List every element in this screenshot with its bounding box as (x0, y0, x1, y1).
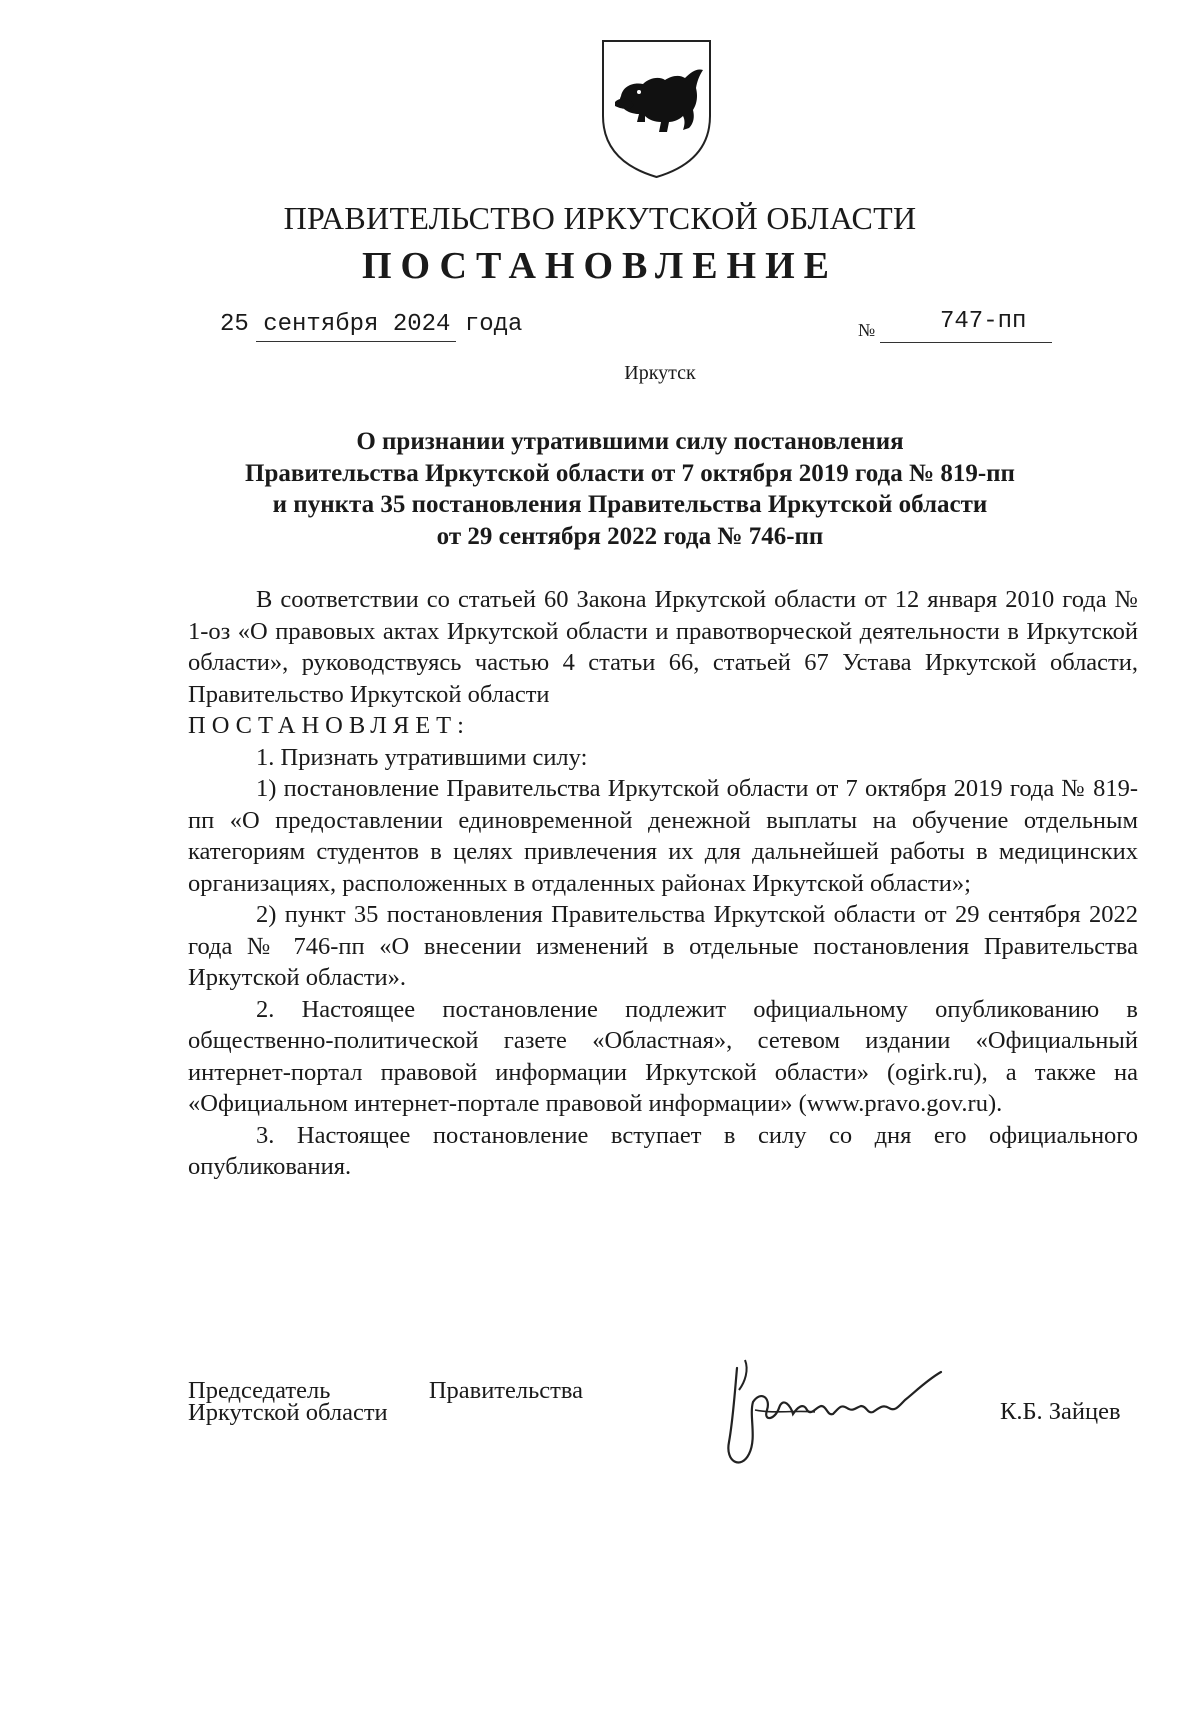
document-type: ПОСТАНОВЛЕНИЕ (361, 245, 839, 287)
item-2: 2. Настоящее постановление подлежит официальному опубликованию в общественно-политической газете «Областная», сетевом издании «Официальный интернет-портал правовой информации Иркутской области» (ogirk.ru), а также на «Официальном интернет-портале правовой информации» (www.pravo.gov.ru). (188, 995, 1138, 1117)
irkutsk-coat-of-arms-icon (599, 38, 714, 180)
document-date: 25 сентября 2024 года (220, 311, 523, 338)
item-1-1: 1) постановление Правительства Иркутской области от 7 октября 2019 года № 819-пп «О предоставлении единовременной денежной выплаты на обучение отдельным категориям студентов в целях привлечения их для дальнейшей работы в медицинских организациях, расположенных в отдаленных районах Иркутской области»; (188, 775, 1138, 897)
city: Иркутск (624, 362, 696, 384)
number-sign: № (858, 320, 876, 340)
number-underline (880, 342, 1052, 343)
title-line: от 29 сентября 2022 года № 746-пп (436, 522, 824, 550)
title-line: Правительства Иркутской области от 7 октября 2019 года № 819-пп (245, 459, 1015, 487)
handwritten-signature-icon (715, 1350, 965, 1480)
item-1-2: 2) пункт 35 постановления Правительства Иркутской области от 29 сентября 2022 года № 746-пп «О внесении изменений в отдельные постановления Правительства Иркутской области». (188, 901, 1138, 991)
date-underline (256, 341, 456, 342)
position-word: Правительства (428, 1377, 583, 1404)
title-line: и пункта 35 постановления Правительства Иркутской области (272, 491, 988, 518)
title-line: О признании утратившими силу постановления (356, 428, 904, 455)
decree-word: ПОСТАНОВЛЯЕТ: (188, 712, 470, 739)
organization-name: ПРАВИТЕЛЬСТВО ИРКУТСКОЙ ОБЛАСТИ (283, 200, 917, 236)
position-word: Председатель (188, 1377, 331, 1404)
signatory-name: К.Б. Зайцев (1000, 1398, 1121, 1425)
item-3: 3. Настоящее постановление вступает в силу со дня его официального опубликования. (188, 1121, 1138, 1180)
signatory-position (188, 1377, 583, 1426)
document-body (188, 584, 1138, 1183)
document-title (190, 426, 1070, 552)
item-1: 1. Признать утратившими силу: (256, 743, 588, 771)
position-line: Иркутской области (188, 1399, 388, 1426)
document-number: 747-пп (940, 308, 1027, 335)
preamble-paragraph: В соответствии со статьей 60 Закона Иркутской области от 12 января 2010 года № 1-оз «О правовых актах Иркутской области и правотворческой деятельности в Иркутской области», руководствуясь частью 4 статьи 66, статьей 67 Устава Иркутской области, Правительство Иркутской области (188, 586, 1138, 708)
